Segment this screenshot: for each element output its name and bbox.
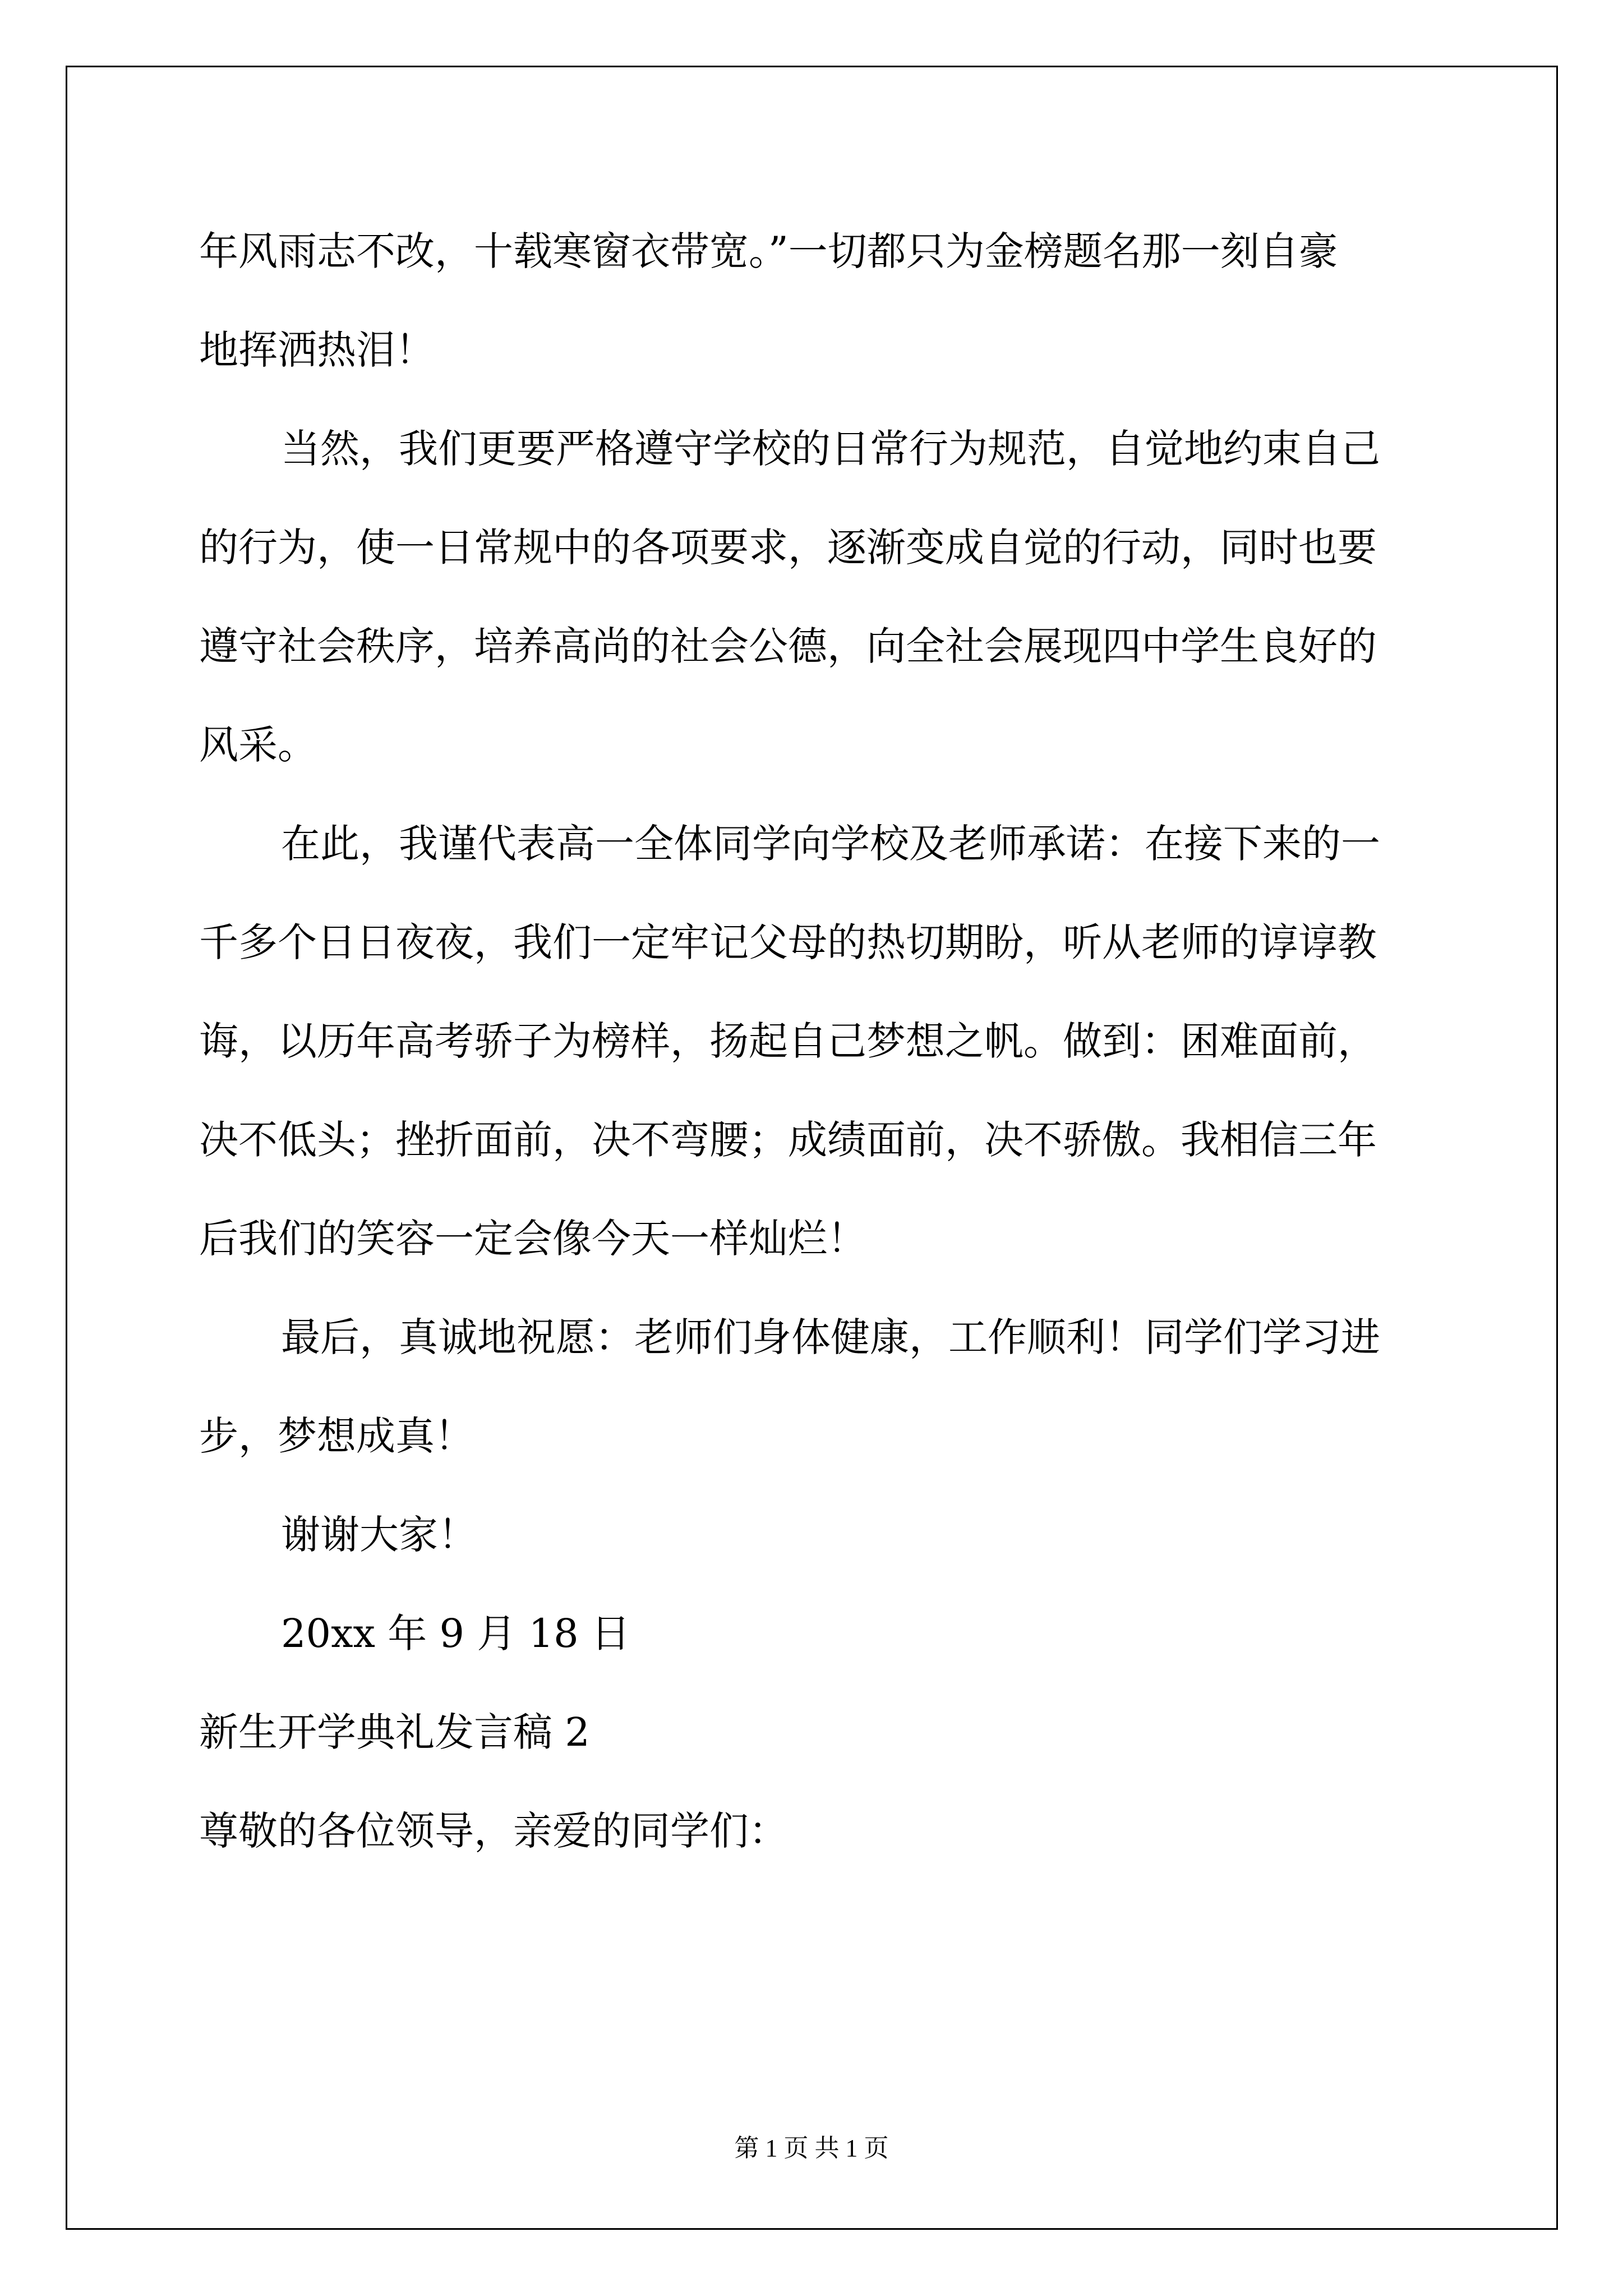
date-line: 20xx 年 9 月 18 日 (281, 1611, 630, 1657)
text-line: 诲，以历年高考骄子为榜样，扬起自己梦想之帆。做到：困难面前， (199, 1018, 1377, 1064)
text-line: 地挥洒热泪！ (199, 327, 435, 373)
page-number-footer: 第 1 页 共 1 页 (734, 2134, 889, 2162)
salutation: 尊敬的各位领导，亲爱的同学们： (199, 1808, 788, 1854)
text-line: 年风雨志不改，十载寒窗衣带宽。”一切都只为金榜题名那一刻自豪 (199, 228, 1338, 274)
section-heading: 新生开学典礼发言稿 2 (199, 1709, 590, 1755)
text-line: 后我们的笑容一定会像今天一样灿烂！ (199, 1216, 866, 1262)
paragraph-line: 在此，我谨代表高一全体同学向学校及老师承诺：在接下来的一 (281, 821, 1380, 867)
text-line: 遵守社会秩序，培养高尚的社会公德，向全社会展现四中学生良好的 (199, 623, 1377, 669)
text-line: 千多个日日夜夜，我们一定牢记父母的热切期盼，听从老师的谆谆教 (199, 919, 1377, 965)
text-line: 决不低头；挫折面前，决不弯腰；成绩面前，决不骄傲。我相信三年 (199, 1117, 1377, 1163)
text-line: 步，梦想成真！ (199, 1413, 474, 1459)
paragraph-line: 当然，我们更要严格遵守学校的日常行为规范，自觉地约束自己 (281, 426, 1380, 472)
closing-thanks: 谢谢大家！ (281, 1512, 477, 1558)
document-body (199, 202, 1427, 1880)
text-line: 的行为，使一日常规中的各项要求，逐渐变成自觉的行动，同时也要 (199, 524, 1377, 570)
text-line: 风采。 (199, 722, 317, 768)
paragraph-line: 最后，真诚地祝愿：老师们身体健康，工作顺利！同学们学习进 (281, 1314, 1380, 1360)
